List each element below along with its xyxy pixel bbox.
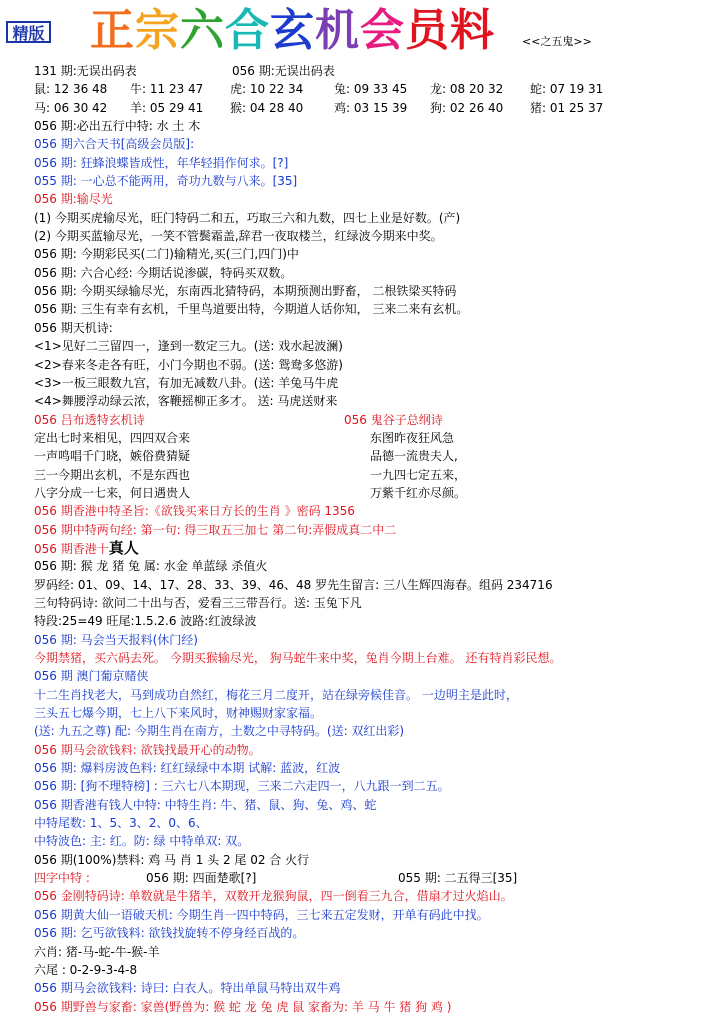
text-line-content: 056 期天机诗: bbox=[34, 320, 113, 335]
text-line bbox=[34, 759, 698, 777]
text-line-content: <1>见好二三留四一，逢到一数定三九。(送: 戏水起波澜) bbox=[34, 339, 343, 354]
text-line-content: (送: 九五之尊) 配: 今期生肖在南方，土数之中寻特码。(送: 双红出彩) bbox=[34, 724, 405, 739]
table-title-left: 131 期:无误出码表 bbox=[34, 64, 137, 78]
text-line-content: 056 期香港中特圣旨:《欲钱买来日方长的生肖 》密码 1356 bbox=[34, 504, 355, 519]
zodiac-cell: 兔: 09 33 45 bbox=[334, 82, 408, 97]
title-char: 员 bbox=[405, 5, 450, 56]
text-line bbox=[34, 245, 698, 263]
poem-title-left: 056 吕布透特玄机诗 bbox=[34, 412, 145, 427]
title-char: 正 bbox=[90, 5, 135, 56]
text-line-content: 中特尾数: 1、5、3、2、0、6、 bbox=[34, 816, 208, 831]
poem-row bbox=[34, 466, 698, 484]
title-char: 合 bbox=[225, 5, 270, 56]
title-char: 会 bbox=[360, 5, 405, 56]
zodiac-cell: 猴: 04 28 40 bbox=[230, 100, 304, 115]
text-line bbox=[34, 521, 698, 539]
text-line-content: 056 期野兽与家畜: 家兽(野兽为: 猴 蛇 龙 兔 虎 鼠 家畜为: 羊 马 牛 猪 狗 鸡 ) bbox=[34, 999, 452, 1014]
title-char: 玄 bbox=[270, 5, 315, 56]
text-line-content: 罗码经: 01、09、14、17、28、33、39、46、48 罗先生留言: 三八生辉四海春。组码 234716 bbox=[34, 577, 553, 592]
text-line-content: 055 期: 一心总不能两用，奇功九数与八来。[35] bbox=[34, 174, 298, 189]
text-line-highlight: 真人 bbox=[108, 538, 139, 557]
text-line-content: 056 期: 马会当天报料(休门经) bbox=[34, 632, 198, 647]
text-line-content: 今期禁猪，买六码去死。 今期买猴输尽光， 狗马蛇牛来中奖，兔肖今期上台难。 还有特肖彩民想。 bbox=[34, 651, 562, 665]
text-line-content: (2) 今期买蓝输尽光，一笑不管鬓霜盖,辞君一夜取楼兰，红绿波今期来中奖。 bbox=[34, 229, 443, 244]
zodiac-cell: 牛: 11 23 47 bbox=[130, 82, 204, 97]
text-line bbox=[34, 337, 698, 355]
text-line-content: 056 期: 今期买绿输尽光，东南西北猜特码，本期预测出野畜， 二根铁梁买特码 bbox=[34, 284, 457, 299]
text-line bbox=[34, 209, 698, 227]
text-line-content: 056 期: 猴 龙 猪 兔 属: 水金 单蓝绿 杀值火 bbox=[34, 559, 268, 574]
text-line bbox=[34, 300, 698, 318]
poem-line-right: 东图昨夜狂风急 bbox=[370, 430, 455, 445]
text-line bbox=[34, 741, 698, 759]
zodiac-row bbox=[34, 80, 698, 98]
text-line-content: 六尾 : 0-2-9-3-4-8 bbox=[34, 962, 138, 977]
text-line bbox=[34, 851, 698, 869]
text-line bbox=[34, 392, 698, 410]
text-line-content: 056 期: 三生有幸有玄机，千里鸟道要出特，今期道人话你知， 三来二来有玄机。 bbox=[34, 302, 469, 317]
text-line bbox=[34, 557, 698, 575]
text-line bbox=[34, 319, 698, 337]
text-line bbox=[34, 961, 698, 979]
text-line-content: 056 期:必出五行中特: 水 土 木 bbox=[34, 119, 201, 134]
text-line-content: 056 期六合天书[高级会员版]: bbox=[34, 137, 195, 152]
text-line-content: 056 期马会欲钱料: 欲钱找最开心的动物。 bbox=[34, 742, 261, 757]
text-line bbox=[34, 777, 698, 795]
text-line-content: <4>舞腰浮动绿云浓，客鞭摇柳正多才。 送: 马虎送财来 bbox=[34, 394, 338, 409]
text-line-content: 056 期: 乞丐欲钱料: 欲钱找旋转不停身经百战的。 bbox=[34, 926, 305, 941]
text-line-content: 056 期马会欲钱料: 诗曰: 白衣人。特出单鼠马特出双牛鸡 bbox=[34, 981, 341, 996]
text-line bbox=[34, 576, 698, 594]
text-line-content: 056 期: 狂蜂浪蝶皆成性，年华轻捐作何求。[?] bbox=[34, 155, 289, 170]
text-line bbox=[34, 264, 698, 282]
text-line bbox=[34, 502, 698, 520]
zodiac-row bbox=[34, 99, 698, 117]
text-line bbox=[34, 704, 698, 722]
text-line bbox=[34, 227, 698, 245]
zodiac-cell: 狗: 02 26 40 bbox=[430, 100, 504, 115]
title-char: 六 bbox=[180, 5, 225, 56]
poem-row bbox=[34, 484, 698, 502]
title-char: 机 bbox=[315, 5, 360, 56]
zodiac-cell: 鼠: 12 36 48 bbox=[34, 82, 108, 97]
zodiac-cell: 虎: 10 22 34 bbox=[230, 82, 304, 97]
text-line bbox=[34, 796, 698, 814]
text-line-content: 056 期香港十 bbox=[34, 541, 109, 556]
poem-line-left: 定出七时来相见，四四双合来 bbox=[34, 430, 191, 445]
four-char-current: 056 期: 四面楚歌[?] bbox=[146, 871, 257, 886]
zodiac-cell: 马: 06 30 42 bbox=[34, 100, 108, 115]
text-line-content: 056 期(100%)禁料: 鸡 马 肖 1 头 2 尾 02 合 火行 bbox=[34, 852, 310, 867]
poem-title-row bbox=[34, 411, 698, 429]
page-title bbox=[90, 6, 510, 56]
edition-badge: 精版 bbox=[6, 21, 51, 43]
text-line-content: 056 期香港有钱人中特: 中特生肖: 牛、猪、鼠、狗、兔、鸡、蛇 bbox=[34, 797, 377, 812]
text-line-content: 十二生肖找老大，马到成功自然红，梅花三月二度开，站在绿旁候佳音。 一边明主是此时， bbox=[34, 687, 518, 702]
text-line bbox=[34, 612, 698, 630]
text-line-content: 三句特码诗: 欲问二十出与否，爱看三三带吾行。送: 玉兔下凡 bbox=[34, 595, 362, 610]
text-line bbox=[34, 887, 698, 905]
text-line-content: 六肖: 猪-马-蛇-牛-猴-羊 bbox=[34, 944, 160, 959]
text-line-content: 056 期黄大仙一语破天机: 今期生肖一四中特码，三七来五定发财，开单有码此中找。 bbox=[34, 907, 489, 922]
poem-line-left: 三一今期出玄机，不是东西也 bbox=[34, 467, 191, 482]
text-line-content: 056 期: 今期彩民买(二门)输精光,买(三门,四门)中 bbox=[34, 247, 299, 262]
text-line bbox=[34, 667, 698, 685]
text-line-content: <2>春来冬走各有旺，小门今期也不弱。(送: 鸳鸯多悠游) bbox=[34, 357, 343, 372]
text-line bbox=[34, 686, 698, 704]
zodiac-cell: 蛇: 07 19 31 bbox=[530, 82, 604, 97]
table-title-right: 056 期:无误出码表 bbox=[232, 64, 335, 78]
text-line bbox=[34, 154, 698, 172]
text-line bbox=[34, 979, 698, 997]
poem-row bbox=[34, 447, 698, 465]
text-line-content: 056 期: 六合心经: 今期话说渗碳，特码买双数。 bbox=[34, 265, 293, 280]
poem-line-right: 一九四七定五来， bbox=[370, 467, 467, 482]
text-line-content: 056 金刚特码诗: 单数就是牛猪羊，双数开龙猴狗鼠，四一倒看三九合，借扇才过火焰山。 bbox=[34, 889, 513, 904]
document-body bbox=[34, 62, 698, 1016]
text-line-content: (1) 今期买虎输尽光，旺门特码二和五，巧取三六和九数，四七上业是好数。(产) bbox=[34, 210, 461, 225]
zodiac-cell: 鸡: 03 15 39 bbox=[334, 100, 408, 115]
text-line bbox=[34, 539, 698, 557]
text-line bbox=[34, 998, 698, 1016]
text-line bbox=[34, 117, 698, 135]
text-line-content: 056 期: [狗不理特榜] : 三六七八本期现，三来二六走四一，八九跟一到二五。 bbox=[34, 779, 450, 794]
zodiac-cell: 龙: 08 20 32 bbox=[430, 82, 504, 97]
poem-line-left: 八字分成一七来，何日遇贵人 bbox=[34, 485, 191, 500]
text-line-content: 056 期: 爆料房波色料: 红红绿绿中本期 试解: 蓝波，红波 bbox=[34, 761, 341, 776]
poem-title-right: 056 鬼谷子总纲诗 bbox=[344, 412, 443, 427]
text-line bbox=[34, 649, 698, 667]
text-line bbox=[34, 906, 698, 924]
text-line-content: 056 期中特两句经: 第一句: 得三取五三加七 第二句:弄假成真二中二 bbox=[34, 522, 397, 537]
text-line-content: 中特波色: 主: 红。防: 绿 中特单双: 双。 bbox=[34, 834, 250, 849]
poem-line-right: 万紫千红亦尽颜。 bbox=[370, 485, 467, 500]
text-line bbox=[34, 135, 698, 153]
text-line bbox=[34, 282, 698, 300]
poem-row bbox=[34, 429, 698, 447]
four-char-row bbox=[34, 869, 698, 887]
text-line bbox=[34, 943, 698, 961]
text-line bbox=[34, 631, 698, 649]
poem-line-right: 品德一流贵夫人, bbox=[370, 449, 458, 464]
text-line-content: 056 期 澳门葡京赌侠 bbox=[34, 669, 149, 684]
text-line bbox=[34, 356, 698, 374]
text-line bbox=[34, 832, 698, 850]
text-line-content: 特段:25=49 旺尾:1.5.2.6 波路:红波绿波 bbox=[34, 614, 257, 629]
text-line bbox=[34, 924, 698, 942]
title-char: 料 bbox=[450, 5, 495, 56]
text-line-content: 056 期:输尽光 bbox=[34, 192, 113, 207]
poem-line-left: 一声鸣唱千门晓，嫉俗费猜疑 bbox=[34, 449, 191, 464]
text-line-content: <3>一板三眼数九宫，有加无减数八卦。(送: 羊兔马牛虎 bbox=[34, 375, 339, 390]
four-char-previous: 055 期: 二五得三[35] bbox=[398, 871, 518, 886]
text-line bbox=[34, 172, 698, 190]
zodiac-cell: 羊: 05 29 41 bbox=[130, 100, 204, 115]
title-char: 宗 bbox=[135, 5, 180, 56]
header-row bbox=[34, 62, 698, 80]
text-line bbox=[34, 374, 698, 392]
author-tag: <<之五鬼>> bbox=[522, 35, 592, 48]
text-line bbox=[34, 594, 698, 612]
text-line bbox=[34, 722, 698, 740]
four-char-label: 四字中特 : bbox=[34, 871, 90, 886]
zodiac-cell: 猪: 01 25 37 bbox=[530, 100, 604, 115]
text-line-content: 三头五七爆今期，七上八下来风时，财神赐财家家福。 bbox=[34, 706, 323, 721]
text-line bbox=[34, 814, 698, 832]
text-line bbox=[34, 190, 698, 208]
